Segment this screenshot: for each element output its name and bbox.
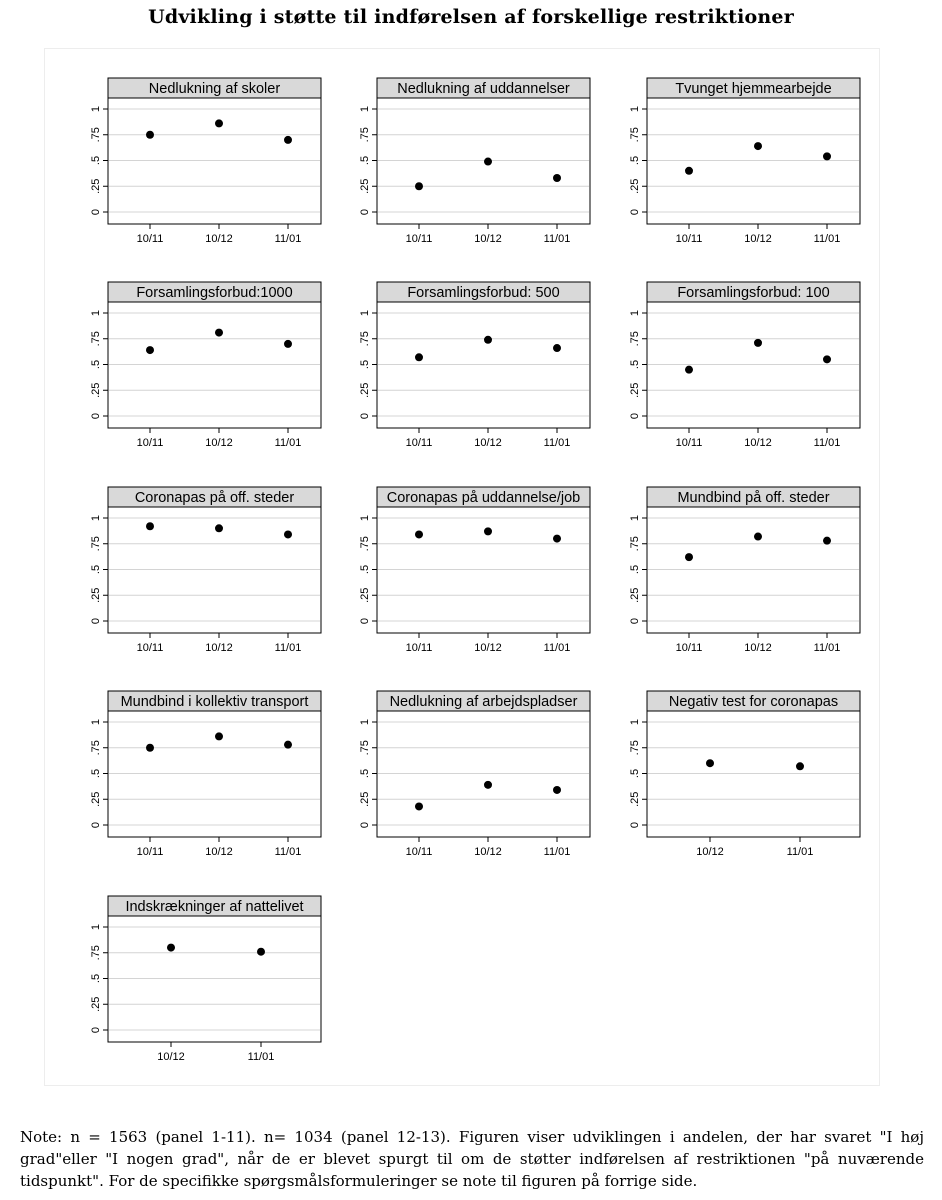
panel-10 — [90, 691, 321, 858]
y-tick-label: .25 — [358, 178, 371, 194]
data-point — [284, 340, 292, 348]
x-tick-label: 10/11 — [136, 846, 164, 858]
x-tick-label: 11/01 — [543, 642, 571, 654]
y-tick-label: 0 — [89, 412, 102, 420]
y-tick-label: 0 — [89, 208, 102, 216]
data-point — [215, 732, 223, 740]
data-point — [215, 329, 223, 337]
y-tick-label: 1 — [358, 105, 371, 113]
x-tick-label: 10/11 — [136, 233, 164, 245]
data-point — [484, 781, 492, 789]
data-point — [167, 944, 175, 952]
y-tick-label: .25 — [628, 382, 641, 398]
data-point — [257, 948, 265, 956]
x-tick-label: 10/12 — [474, 642, 502, 654]
x-tick-label: 11/01 — [813, 233, 841, 245]
y-tick-label: .75 — [358, 740, 371, 756]
y-tick-label: .5 — [89, 155, 102, 166]
data-point — [484, 336, 492, 344]
y-tick-label: 1 — [89, 105, 102, 113]
data-point — [796, 762, 804, 770]
y-tick-label: 1 — [89, 718, 102, 726]
x-tick-label: 11/01 — [813, 642, 841, 654]
panel-4 — [90, 282, 321, 449]
y-tick-label: .75 — [358, 127, 371, 143]
y-tick-label: .5 — [628, 359, 641, 370]
y-tick-label: .5 — [89, 973, 102, 984]
panel-title: Forsamlingsforbud: 100 — [677, 285, 830, 301]
y-tick-label: .5 — [358, 564, 371, 575]
y-tick-label: 0 — [358, 412, 371, 420]
y-tick-label: 1 — [628, 718, 641, 726]
data-point — [553, 535, 561, 543]
y-tick-label: .25 — [358, 587, 371, 603]
x-tick-label: 10/12 — [205, 846, 233, 858]
y-tick-label: 1 — [628, 309, 641, 317]
y-tick-label: 0 — [358, 617, 371, 625]
x-tick-label: 11/01 — [813, 437, 841, 449]
x-tick-label: 11/01 — [543, 437, 571, 449]
panel-title: Mundbind på off. steder — [677, 490, 830, 506]
y-tick-label: 0 — [358, 821, 371, 829]
x-tick-label: 10/12 — [205, 233, 233, 245]
y-tick-label: 1 — [628, 514, 641, 522]
y-tick-label: .5 — [628, 768, 641, 779]
panel-1 — [90, 78, 321, 245]
data-point — [553, 174, 561, 182]
x-tick-label: 10/12 — [696, 846, 724, 858]
x-tick-label: 11/01 — [786, 846, 814, 858]
y-tick-label: 1 — [89, 514, 102, 522]
panel-title: Nedlukning af arbejdspladser — [389, 694, 578, 710]
panel-title: Coronapas på uddannelse/job — [386, 490, 581, 506]
x-tick-label: 10/12 — [205, 642, 233, 654]
panel-12 — [629, 691, 860, 858]
panel-8 — [359, 487, 590, 654]
x-tick-label: 11/01 — [543, 233, 571, 245]
x-tick-label: 10/12 — [474, 846, 502, 858]
panel-9 — [629, 487, 860, 654]
data-point — [754, 339, 762, 347]
x-tick-label: 10/12 — [744, 642, 772, 654]
data-point — [553, 344, 561, 352]
y-tick-label: 1 — [89, 309, 102, 317]
y-tick-label: .75 — [628, 536, 641, 552]
x-tick-label: 10/12 — [157, 1051, 185, 1063]
x-tick-label: 10/11 — [405, 642, 433, 654]
x-tick-label: 10/11 — [675, 642, 703, 654]
y-tick-label: .75 — [358, 536, 371, 552]
panel-7 — [90, 487, 321, 654]
panel-title: Negativ test for coronapas — [668, 694, 839, 710]
data-point — [706, 759, 714, 767]
x-tick-label: 10/11 — [675, 437, 703, 449]
y-tick-label: 1 — [628, 105, 641, 113]
panel-title: Forsamlingsforbud: 500 — [407, 285, 560, 301]
data-point — [415, 353, 423, 361]
x-tick-label: 10/12 — [744, 437, 772, 449]
y-tick-label: .75 — [628, 127, 641, 143]
x-tick-label: 11/01 — [274, 642, 302, 654]
y-tick-label: 0 — [89, 821, 102, 829]
y-tick-label: .75 — [89, 536, 102, 552]
y-tick-label: .25 — [628, 587, 641, 603]
panel-2 — [359, 78, 590, 245]
y-tick-label: 0 — [358, 208, 371, 216]
y-tick-label: .75 — [89, 331, 102, 347]
figure-note: Note: n = 1563 (panel 1-11). n= 1034 (panel 12-13). Figuren viser udviklingen i andelen, der har svaret "I høj grad"eller "I nogen grad", når de er blevet spurgt til om de støtter indførelsen af restriktionen "på nuværende tidspunkt". For de specifikke spørgsmålsformuleringer se note til figuren på forrige side. — [20, 1128, 924, 1190]
y-tick-label: 1 — [358, 514, 371, 522]
y-tick-label: 0 — [628, 821, 641, 829]
panel-title: Indskrækninger af nattelivet — [125, 899, 304, 915]
y-tick-label: .75 — [358, 331, 371, 347]
y-tick-label: .5 — [358, 768, 371, 779]
x-tick-label: 11/01 — [274, 437, 302, 449]
data-point — [146, 346, 154, 354]
y-tick-label: .5 — [89, 359, 102, 370]
data-point — [685, 553, 693, 561]
data-point — [685, 366, 693, 374]
data-point — [823, 537, 831, 545]
data-point — [415, 530, 423, 538]
x-tick-label: 11/01 — [274, 233, 302, 245]
y-tick-label: .75 — [628, 740, 641, 756]
y-tick-label: 0 — [628, 412, 641, 420]
y-tick-label: 0 — [89, 617, 102, 625]
data-point — [415, 802, 423, 810]
y-tick-label: .25 — [89, 382, 102, 398]
y-tick-label: .5 — [358, 359, 371, 370]
data-point — [215, 119, 223, 127]
y-tick-label: .5 — [628, 564, 641, 575]
x-tick-label: 10/11 — [136, 437, 164, 449]
y-tick-label: .25 — [89, 996, 102, 1012]
y-tick-label: .25 — [89, 178, 102, 194]
x-tick-label: 10/11 — [405, 437, 433, 449]
y-tick-label: .25 — [358, 791, 371, 807]
panel-title: Forsamlingsforbud:1000 — [136, 285, 293, 301]
y-tick-label: 1 — [89, 923, 102, 931]
y-tick-label: .5 — [89, 564, 102, 575]
y-tick-label: .75 — [89, 945, 102, 961]
data-point — [284, 136, 292, 144]
x-tick-label: 10/11 — [675, 233, 703, 245]
y-tick-label: 0 — [89, 1026, 102, 1034]
data-point — [284, 741, 292, 749]
data-point — [215, 524, 223, 532]
y-tick-label: .25 — [628, 791, 641, 807]
panel-13 — [90, 896, 321, 1063]
y-tick-label: 1 — [358, 309, 371, 317]
x-tick-label: 11/01 — [274, 846, 302, 858]
x-tick-label: 10/11 — [136, 642, 164, 654]
data-point — [754, 533, 762, 541]
y-tick-label: .5 — [628, 155, 641, 166]
panel-title: Nedlukning af skoler — [148, 81, 281, 97]
y-tick-label: .75 — [89, 740, 102, 756]
y-tick-label: .75 — [628, 331, 641, 347]
panel-5 — [359, 282, 590, 449]
x-tick-label: 10/12 — [474, 437, 502, 449]
panel-11 — [359, 691, 590, 858]
data-point — [415, 182, 423, 190]
panel-title: Tvunget hjemmearbejde — [675, 81, 832, 97]
data-point — [685, 167, 693, 175]
y-tick-label: 0 — [628, 208, 641, 216]
x-tick-label: 11/01 — [543, 846, 571, 858]
y-tick-label: .25 — [89, 791, 102, 807]
y-tick-label: .5 — [89, 768, 102, 779]
data-point — [823, 152, 831, 160]
panel-title: Mundbind i kollektiv transport — [120, 694, 309, 710]
data-point — [553, 786, 561, 794]
y-tick-label: .25 — [358, 382, 371, 398]
data-point — [754, 142, 762, 150]
data-point — [484, 158, 492, 166]
y-tick-label: .25 — [89, 587, 102, 603]
panel-3 — [629, 78, 860, 245]
x-tick-label: 10/12 — [205, 437, 233, 449]
data-point — [484, 527, 492, 535]
x-tick-label: 10/12 — [474, 233, 502, 245]
data-point — [284, 530, 292, 538]
data-point — [146, 131, 154, 139]
panel-title: Coronapas på off. steder — [134, 490, 295, 506]
x-tick-label: 10/12 — [744, 233, 772, 245]
x-tick-label: 10/11 — [405, 846, 433, 858]
panel-6 — [629, 282, 860, 449]
y-tick-label: .75 — [89, 127, 102, 143]
y-tick-label: 1 — [358, 718, 371, 726]
y-tick-label: .25 — [628, 178, 641, 194]
y-tick-label: 0 — [628, 617, 641, 625]
data-point — [146, 744, 154, 752]
panel-title: Nedlukning af uddannelser — [397, 81, 570, 97]
page-title: Udvikling i støtte til indførelsen af forskellige restriktioner — [148, 6, 794, 28]
x-tick-label: 11/01 — [247, 1051, 275, 1063]
data-point — [146, 522, 154, 530]
x-tick-label: 10/11 — [405, 233, 433, 245]
y-tick-label: .5 — [358, 155, 371, 166]
data-point — [823, 355, 831, 363]
